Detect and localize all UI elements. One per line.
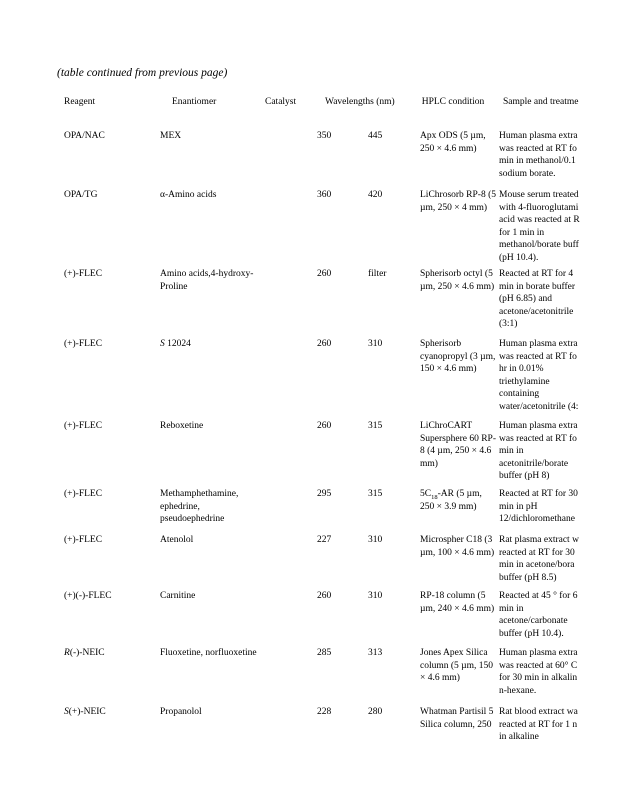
enantiomer-prefix: S	[160, 339, 165, 349]
enantiomer-cell: Carnitine	[160, 591, 196, 601]
sample-line: for 30 min in alkalin	[499, 673, 578, 684]
emission-cell: 310	[368, 339, 383, 349]
reagent-cell	[64, 647, 149, 660]
reagent-name: (-)-NEIC	[69, 648, 105, 658]
reagent-cell	[64, 706, 149, 719]
sample-line: Rat plasma extract w	[499, 535, 579, 545]
sample-line: Reacted at 45 ° for 6	[499, 591, 578, 601]
enantiomer-name: 12024	[164, 339, 191, 349]
emission-cell: 315	[368, 421, 383, 431]
sample-line: sodium borate.	[499, 168, 556, 179]
sample-line: Human plasma extra	[499, 131, 578, 141]
reagent-cell: (+)-FLEC	[64, 421, 103, 431]
hplc-cell: RP-18 column (5 µm, 240 × 4.6 mm)	[420, 591, 495, 614]
sample-line: (pH 6.85) and	[499, 294, 553, 305]
sample-cell	[499, 534, 585, 584]
emission-cell: 313	[368, 648, 383, 658]
hplc-text: -AR (5 µm, 250 × 3.9 mm)	[420, 489, 482, 512]
excitation-cell: 350	[317, 131, 332, 141]
sample-cell	[499, 130, 585, 180]
emission-cell: filter	[368, 269, 387, 279]
sample-line: n-hexane.	[499, 685, 537, 696]
hplc-cell: Whatman Partisil 5 Silica column, 250	[420, 707, 494, 730]
enantiomer-cell: MEX	[160, 131, 182, 141]
sample-line: buffer (pH 10.4).	[499, 628, 564, 639]
header-catalyst: Catalyst	[265, 97, 297, 107]
reagent-prefix: S	[64, 707, 69, 717]
sample-line: was reacted at RT fo	[499, 143, 577, 154]
header-sample: Sample and treatme	[503, 97, 579, 107]
sample-line: min in pH	[499, 501, 538, 512]
sample-line: reacted at RT for 30	[499, 547, 575, 558]
sample-line: Reacted at RT for 30	[499, 489, 578, 499]
excitation-cell: 260	[317, 269, 332, 279]
reagent-cell: (+)-FLEC	[64, 339, 103, 349]
sample-line: hr in 0.01%	[499, 364, 544, 375]
sample-cell	[499, 420, 585, 483]
sample-line: was reacted at RT fo	[499, 351, 577, 362]
sample-line: Rat blood extract wa	[499, 707, 578, 717]
sample-line: min in borate buffer	[499, 281, 576, 292]
sample-line: Mouse serum treated	[499, 190, 579, 200]
excitation-cell: 360	[317, 190, 332, 200]
sample-line: min in	[499, 446, 524, 457]
sample-line: water/acetonitrile (4:	[499, 401, 579, 412]
sample-line: in alkaline	[499, 732, 539, 743]
emission-cell: 310	[368, 535, 383, 545]
reagent-prefix: R	[64, 648, 70, 658]
reagent-cell: (+)-FLEC	[64, 269, 103, 279]
sample-line: Reacted at RT for 4	[499, 269, 574, 279]
sample-line: 12/dichloromethane	[499, 514, 575, 525]
reagent-cell: OPA/TG	[64, 190, 98, 200]
hplc-subscript: 18	[431, 493, 438, 501]
hplc-cell: Spherisorb cyanopropyl (3 µm, 150 × 4.6 mm)	[420, 339, 496, 375]
sample-cell	[499, 590, 585, 640]
hplc-cell: LiChrosorb RP-8 (5 µm, 250 × 4 mm)	[420, 190, 496, 213]
reagent-cell: (+)-FLEC	[64, 489, 103, 499]
emission-cell: 420	[368, 190, 383, 200]
hplc-cell: Apx ODS (5 µm, 250 × 4.6 mm)	[420, 131, 486, 154]
enantiomer-cell: Atenolol	[160, 535, 194, 545]
sample-line: acid was reacted at R	[499, 215, 580, 226]
excitation-cell: 228	[317, 707, 332, 717]
sample-line: min in acetone/bora	[499, 560, 575, 571]
sample-line: with 4-fluoroglutami	[499, 202, 579, 213]
header-reagent: Reagent	[64, 97, 96, 107]
enantiomer-cell: Methamphethamine, ephedrine, pseudoephedrine	[160, 489, 239, 525]
sample-cell	[499, 338, 585, 414]
enantiomer-cell	[160, 338, 260, 351]
enantiomer-cell: α-Amino acids	[160, 190, 217, 200]
header-enantiomer: Enantiomer	[172, 97, 217, 107]
sample-line: buffer (pH 8.5)	[499, 572, 557, 583]
sample-line: triethylamine	[499, 376, 550, 387]
sample-line: Human plasma extra	[499, 648, 578, 658]
hplc-prefix: 5C	[420, 489, 432, 499]
continued-note: (table continued from previous page)	[57, 67, 228, 79]
sample-cell	[499, 268, 585, 331]
sample-line: buffer (pH 8)	[499, 471, 550, 482]
sample-line: Human plasma extra	[499, 421, 578, 431]
sample-cell	[499, 706, 585, 744]
sample-cell	[499, 189, 585, 265]
header-hplc: HPLC condition	[421, 97, 485, 107]
emission-cell: 310	[368, 591, 383, 601]
enantiomer-cell: Reboxetine	[160, 421, 204, 431]
hplc-cell: Jones Apex Silica column (5 µm, 150 × 4.6 mm)	[420, 648, 494, 684]
emission-cell: 315	[368, 489, 383, 499]
reagent-cell: (+)(-)-FLEC	[64, 591, 112, 601]
excitation-cell: 227	[317, 535, 332, 545]
sample-line: was reacted at 60° C	[499, 660, 578, 671]
emission-cell: 280	[368, 707, 383, 717]
sample-line: acetone/carbonate	[499, 616, 568, 627]
sample-cell	[499, 488, 585, 526]
sample-line: containing	[499, 389, 540, 400]
hplc-cell	[420, 488, 498, 513]
sample-line: methanol/borate buff	[499, 240, 579, 251]
sample-line: Human plasma extra	[499, 339, 578, 349]
sample-line: acetone/acetonitrile	[499, 306, 574, 317]
sample-line: (pH 10.4).	[499, 252, 539, 263]
reagent-cell: (+)-FLEC	[64, 535, 103, 545]
excitation-cell: 260	[317, 421, 332, 431]
emission-cell: 445	[368, 131, 383, 141]
sample-line: acetonitrile/borate	[499, 458, 569, 469]
sample-cell	[499, 647, 585, 697]
enantiomer-cell: Fluoxetine, norfluoxetine	[160, 648, 257, 658]
hplc-cell: Spherisorb octyl (5 µm, 250 × 4.6 mm)	[420, 269, 495, 292]
sample-line: (3:1)	[499, 319, 518, 330]
reagent-name: (+)-NEIC	[68, 707, 106, 717]
reagent-cell: OPA/NAC	[64, 131, 105, 141]
enantiomer-cell: Amino acids,4-hydroxy-Proline	[160, 269, 254, 292]
hplc-cell: Microspher C18 (3 µm, 100 × 4.6 mm)	[420, 535, 495, 558]
enantiomer-cell: Propanolol	[160, 707, 202, 717]
excitation-cell: 285	[317, 648, 332, 658]
excitation-cell: 295	[317, 489, 332, 499]
excitation-cell: 260	[317, 339, 332, 349]
sample-line: min in	[499, 603, 524, 614]
hplc-cell: LiChroCART Supersphere 60 RP-8 (4 µm, 250 × 4.6 mm)	[420, 421, 496, 469]
sample-line: was reacted at RT fo	[499, 433, 577, 444]
header-wavelengths: Wavelengths (nm)	[325, 97, 395, 107]
sample-line: for 1 min in	[499, 227, 545, 238]
sample-line: min in methanol/0.1	[499, 156, 576, 167]
sample-line: reacted at RT for 1 n	[499, 719, 578, 730]
excitation-cell: 260	[317, 591, 332, 601]
